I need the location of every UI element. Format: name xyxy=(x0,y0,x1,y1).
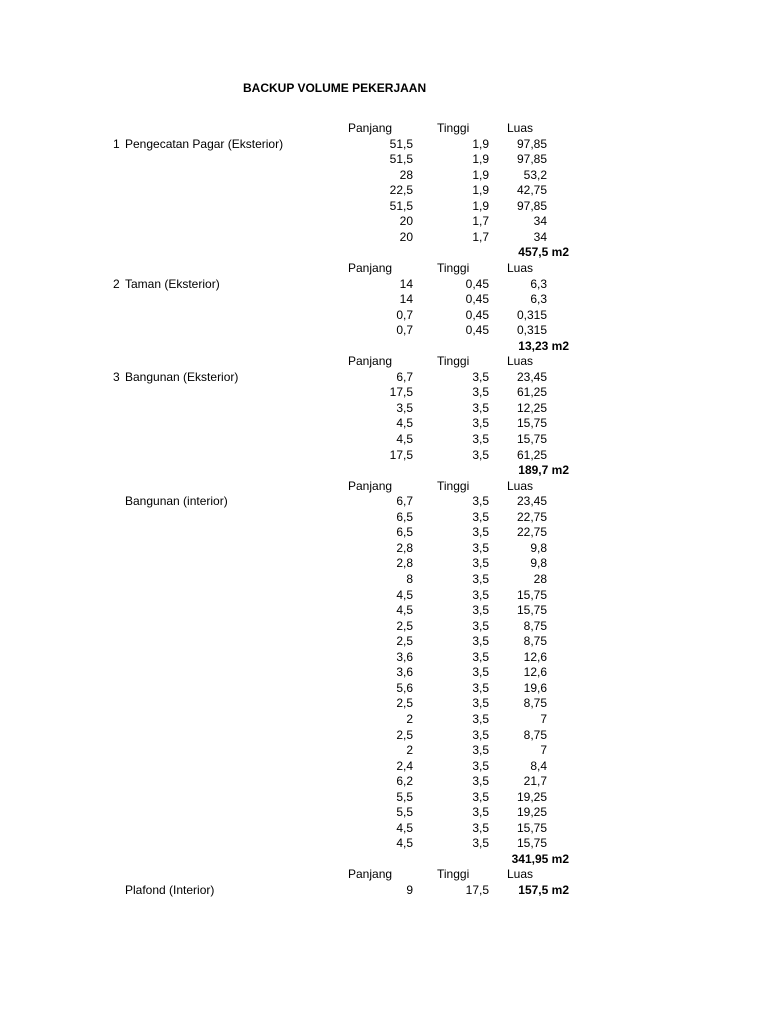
section-total: 157,5 m2 xyxy=(518,883,569,897)
value-luas: 34 xyxy=(533,214,547,229)
value-tinggi: 3,5 xyxy=(472,774,489,789)
table-row xyxy=(0,728,768,743)
section-total: 341,95 m2 xyxy=(511,851,569,866)
header-luas: Luas xyxy=(507,867,534,882)
header-panjang: Panjang xyxy=(348,867,393,882)
value-luas: 19,25 xyxy=(516,789,547,804)
value-tinggi: 3,5 xyxy=(472,556,489,571)
section-row xyxy=(0,883,768,898)
value-panjang: 2 xyxy=(406,711,413,726)
value-panjang: 2 xyxy=(406,743,413,757)
value-luas: 8,75 xyxy=(523,727,547,742)
value-tinggi: 1,9 xyxy=(472,198,489,213)
value-panjang: 14 xyxy=(399,292,413,307)
table-row xyxy=(0,510,768,525)
value-luas: 9,8 xyxy=(530,556,547,571)
value-luas: 12,6 xyxy=(523,649,547,664)
table-row xyxy=(0,199,768,214)
table-row xyxy=(0,385,768,400)
table-row xyxy=(0,416,768,431)
section-name: Pengecatan Pagar (Eksterior) xyxy=(125,136,284,151)
value-luas: 15,75 xyxy=(516,820,547,835)
value-panjang: 5,5 xyxy=(396,789,413,804)
value-tinggi: 3,5 xyxy=(472,820,489,835)
table-row xyxy=(0,836,768,851)
table-row xyxy=(0,743,768,758)
value-tinggi: 3,5 xyxy=(472,618,489,633)
section-total: 189,7 m2 xyxy=(518,463,569,478)
table-row xyxy=(0,665,768,680)
value-tinggi: 3,5 xyxy=(472,525,489,540)
value-tinggi: 3,5 xyxy=(472,634,489,649)
value-panjang: 3,6 xyxy=(396,665,413,680)
value-tinggi: 1,7 xyxy=(472,229,489,244)
column-header-row xyxy=(0,354,768,369)
section-number: 1 xyxy=(113,136,120,151)
value-panjang: 2,4 xyxy=(396,758,413,773)
value-panjang: 28 xyxy=(399,167,413,182)
value-tinggi: 3,5 xyxy=(472,649,489,664)
table-row xyxy=(0,152,768,167)
value-panjang: 2,5 xyxy=(396,618,413,633)
value-tinggi: 3,5 xyxy=(472,572,489,586)
header-panjang: Panjang xyxy=(348,478,393,493)
table-row xyxy=(0,401,768,416)
table-row xyxy=(0,603,768,618)
section-number: 3 xyxy=(113,369,120,384)
header-luas: Luas xyxy=(507,261,534,275)
table-row xyxy=(0,619,768,634)
value-luas: 22,75 xyxy=(516,525,547,540)
value-tinggi: 0,45 xyxy=(465,276,489,291)
value-luas: 22,75 xyxy=(516,509,547,524)
table-row xyxy=(0,821,768,836)
table-row xyxy=(0,168,768,183)
value-panjang: 4,5 xyxy=(396,836,413,851)
value-panjang: 22,5 xyxy=(389,183,413,198)
value-tinggi: 1,9 xyxy=(472,167,489,182)
value-tinggi: 3,5 xyxy=(472,494,489,509)
header-tinggi: Tinggi xyxy=(437,867,470,882)
table-row xyxy=(0,370,768,385)
table-row xyxy=(0,323,768,338)
header-tinggi: Tinggi xyxy=(437,261,470,275)
value-tinggi: 17,5 xyxy=(465,883,489,897)
value-panjang: 2,5 xyxy=(396,634,413,649)
table-row xyxy=(0,214,768,229)
value-luas: 19,6 xyxy=(523,680,547,695)
value-panjang: 4,5 xyxy=(396,432,413,446)
value-panjang: 2,5 xyxy=(396,727,413,742)
value-panjang: 6,5 xyxy=(396,525,413,540)
value-luas: 12,6 xyxy=(523,665,547,680)
value-tinggi: 0,45 xyxy=(465,307,489,322)
header-panjang: Panjang xyxy=(348,261,393,275)
value-panjang: 20 xyxy=(399,229,413,244)
value-luas: 12,25 xyxy=(516,400,547,415)
value-luas: 42,75 xyxy=(516,183,547,198)
value-luas: 15,75 xyxy=(516,836,547,851)
value-luas: 61,25 xyxy=(516,447,547,462)
total-row xyxy=(0,339,768,354)
value-tinggi: 3,5 xyxy=(472,385,489,400)
value-tinggi: 1,9 xyxy=(472,136,489,151)
value-panjang: 3,6 xyxy=(396,649,413,664)
value-tinggi: 3,5 xyxy=(472,447,489,462)
value-tinggi: 3,5 xyxy=(472,369,489,384)
value-luas: 0,315 xyxy=(516,323,547,338)
header-luas: Luas xyxy=(507,121,534,135)
value-panjang: 51,5 xyxy=(389,198,413,213)
value-panjang: 4,5 xyxy=(396,587,413,602)
value-tinggi: 3,5 xyxy=(472,743,489,757)
section-number: 2 xyxy=(113,276,120,291)
value-panjang: 51,5 xyxy=(389,136,413,151)
value-panjang: 2,5 xyxy=(396,696,413,711)
column-header-row xyxy=(0,479,768,494)
header-luas: Luas xyxy=(507,354,534,369)
column-header-row xyxy=(0,121,768,136)
value-tinggi: 3,5 xyxy=(472,432,489,446)
value-luas: 15,75 xyxy=(516,432,547,446)
value-luas: 8,75 xyxy=(523,618,547,633)
header-tinggi: Tinggi xyxy=(437,121,470,135)
value-panjang: 17,5 xyxy=(389,447,413,462)
value-panjang: 9 xyxy=(406,883,413,897)
value-tinggi: 3,5 xyxy=(472,603,489,617)
value-luas: 15,75 xyxy=(516,603,547,617)
value-tinggi: 3,5 xyxy=(472,665,489,680)
value-luas: 97,85 xyxy=(516,136,547,151)
table-row xyxy=(0,696,768,711)
table-row xyxy=(0,230,768,245)
value-luas: 15,75 xyxy=(516,416,547,431)
section-name: Bangunan (Eksterior) xyxy=(125,369,239,384)
value-luas: 9,8 xyxy=(530,540,547,555)
value-luas: 23,45 xyxy=(516,494,547,509)
value-luas: 61,25 xyxy=(516,385,547,400)
value-panjang: 0,7 xyxy=(396,323,413,338)
value-tinggi: 3,5 xyxy=(472,789,489,804)
column-header-row xyxy=(0,261,768,276)
value-panjang: 8 xyxy=(406,572,413,586)
table-row xyxy=(0,308,768,323)
table-row xyxy=(0,774,768,789)
header-panjang: Panjang xyxy=(348,354,393,369)
value-luas: 15,75 xyxy=(516,587,547,602)
value-tinggi: 3,5 xyxy=(472,680,489,695)
value-tinggi: 3,5 xyxy=(472,587,489,602)
section-name: Bangunan (interior) xyxy=(125,494,228,509)
value-panjang: 17,5 xyxy=(389,385,413,400)
value-tinggi: 3,5 xyxy=(472,727,489,742)
total-row xyxy=(0,245,768,260)
value-panjang: 4,5 xyxy=(396,416,413,431)
page-title: BACKUP VOLUME PEKERJAAN xyxy=(243,81,427,95)
value-luas: 7 xyxy=(540,743,547,757)
value-panjang: 14 xyxy=(399,276,413,291)
value-luas: 53,2 xyxy=(523,167,547,182)
value-tinggi: 3,5 xyxy=(472,696,489,711)
value-luas: 19,25 xyxy=(516,805,547,820)
value-tinggi: 0,45 xyxy=(465,323,489,338)
value-tinggi: 3,5 xyxy=(472,805,489,820)
value-luas: 28 xyxy=(533,572,547,586)
value-tinggi: 3,5 xyxy=(472,400,489,415)
value-luas: 6,3 xyxy=(530,292,547,307)
table-row xyxy=(0,525,768,540)
value-panjang: 6,2 xyxy=(396,774,413,789)
table-row xyxy=(0,292,768,307)
value-panjang: 6,7 xyxy=(396,494,413,509)
value-luas: 34 xyxy=(533,229,547,244)
table-row xyxy=(0,494,768,509)
section-name: Taman (Eksterior) xyxy=(125,276,220,291)
header-tinggi: Tinggi xyxy=(437,478,470,493)
table-row xyxy=(0,712,768,727)
value-panjang: 5,5 xyxy=(396,805,413,820)
table-row xyxy=(0,556,768,571)
value-panjang: 6,5 xyxy=(396,509,413,524)
table-row xyxy=(0,805,768,820)
value-panjang: 20 xyxy=(399,214,413,229)
table-row xyxy=(0,432,768,447)
value-tinggi: 1,9 xyxy=(472,152,489,167)
value-tinggi: 3,5 xyxy=(472,416,489,431)
value-panjang: 4,5 xyxy=(396,820,413,835)
value-luas: 8,4 xyxy=(530,758,547,773)
value-tinggi: 3,5 xyxy=(472,836,489,851)
value-panjang: 51,5 xyxy=(389,152,413,167)
value-luas: 0,315 xyxy=(516,307,547,322)
value-tinggi: 3,5 xyxy=(472,509,489,524)
value-luas: 97,85 xyxy=(516,198,547,213)
total-row xyxy=(0,463,768,478)
value-panjang: 2,8 xyxy=(396,540,413,555)
table-row xyxy=(0,588,768,603)
section-name: Plafond (Interior) xyxy=(125,883,215,897)
value-luas: 97,85 xyxy=(516,152,547,167)
table-row xyxy=(0,650,768,665)
value-panjang: 6,7 xyxy=(396,369,413,384)
table-row xyxy=(0,448,768,463)
table-row xyxy=(0,759,768,774)
value-luas: 8,75 xyxy=(523,696,547,711)
section-total: 457,5 m2 xyxy=(518,245,569,260)
column-header-row xyxy=(0,867,768,882)
value-panjang: 2,8 xyxy=(396,556,413,571)
header-luas: Luas xyxy=(507,478,534,493)
value-panjang: 4,5 xyxy=(396,603,413,617)
value-tinggi: 1,9 xyxy=(472,183,489,198)
total-row xyxy=(0,852,768,867)
table-row xyxy=(0,790,768,805)
table-row xyxy=(0,541,768,556)
value-tinggi: 0,45 xyxy=(465,292,489,307)
value-tinggi: 3,5 xyxy=(472,758,489,773)
value-luas: 6,3 xyxy=(530,276,547,291)
value-luas: 21,7 xyxy=(523,774,547,789)
header-tinggi: Tinggi xyxy=(437,354,470,369)
section-total: 13,23 m2 xyxy=(518,338,569,353)
value-tinggi: 1,7 xyxy=(472,214,489,229)
value-luas: 23,45 xyxy=(516,369,547,384)
table-row xyxy=(0,634,768,649)
table-row xyxy=(0,277,768,292)
value-panjang: 3,5 xyxy=(396,400,413,415)
value-luas: 8,75 xyxy=(523,634,547,649)
value-luas: 7 xyxy=(540,711,547,726)
header-panjang: Panjang xyxy=(348,121,393,135)
value-tinggi: 3,5 xyxy=(472,711,489,726)
value-panjang: 0,7 xyxy=(396,307,413,322)
table-row xyxy=(0,572,768,587)
value-panjang: 5,6 xyxy=(396,680,413,695)
table-row xyxy=(0,681,768,696)
table-row xyxy=(0,183,768,198)
table-row xyxy=(0,137,768,152)
value-tinggi: 3,5 xyxy=(472,540,489,555)
